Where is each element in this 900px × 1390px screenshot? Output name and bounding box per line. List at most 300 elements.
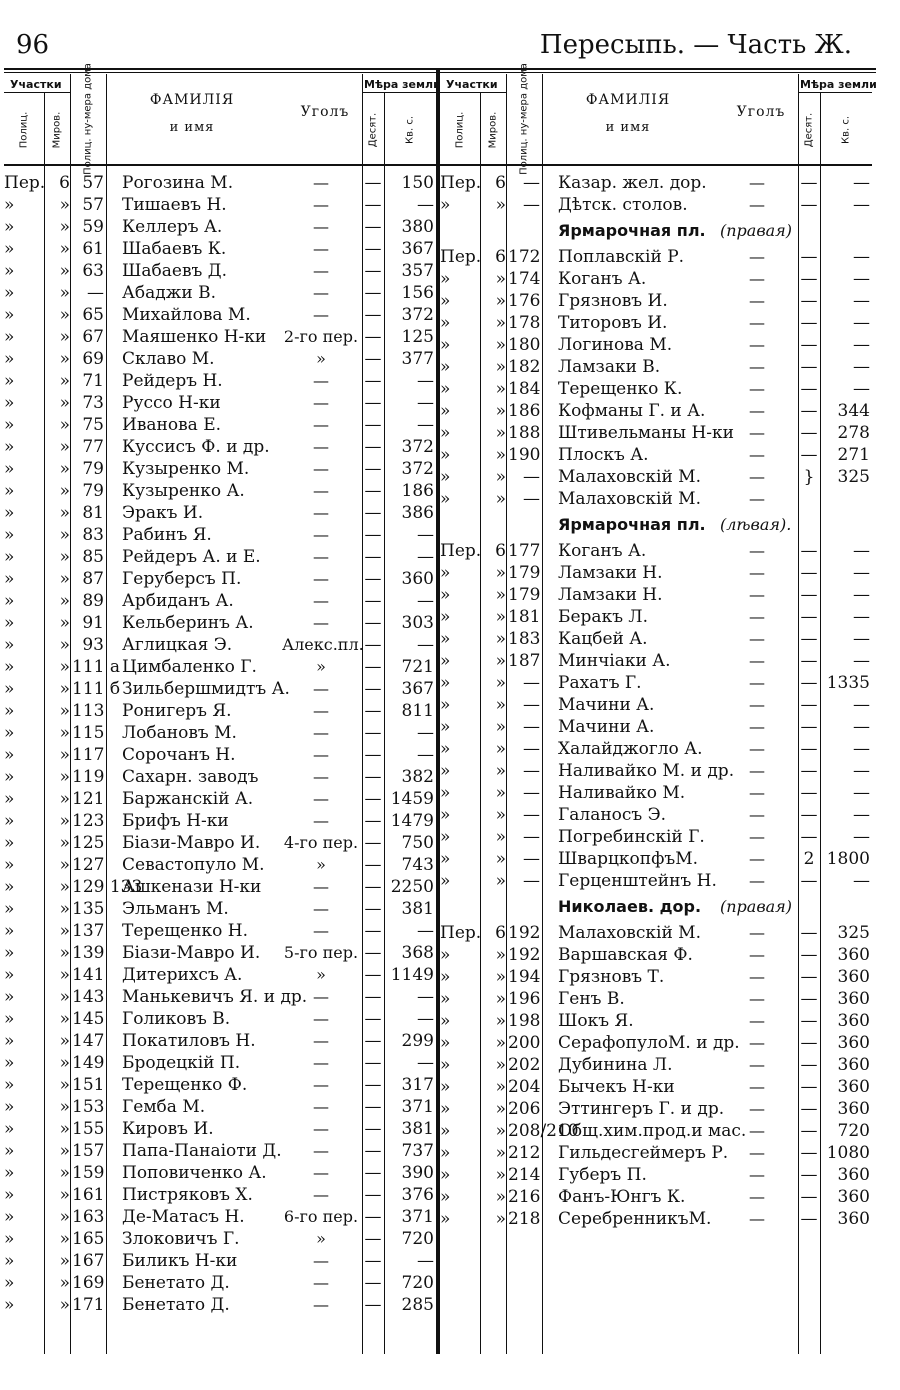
table-row <box>4 194 436 216</box>
area-cell: 1335 <box>826 673 870 693</box>
header-kv: Кв. с. <box>840 115 852 145</box>
corner-cell: — <box>313 437 329 456</box>
corner-cell: — <box>749 629 765 648</box>
desyat-cell: — <box>800 585 818 605</box>
table-row <box>440 1076 872 1098</box>
corner-cell: — <box>749 335 765 354</box>
mirov-cell: » <box>59 657 70 677</box>
area-cell: 360 <box>837 1077 870 1097</box>
owner-name: Губеръ П. <box>558 1165 647 1185</box>
area-cell: — <box>417 745 434 765</box>
table-row <box>4 612 436 634</box>
corner-cell: — <box>313 415 329 434</box>
desyat-cell: — <box>364 833 382 853</box>
polits-cell: » <box>4 1273 15 1293</box>
house-number: 67 <box>82 327 104 347</box>
mirov-cell: » <box>59 1251 70 1271</box>
owner-name: Мачини А. <box>558 695 655 715</box>
mirov-cell: » <box>59 503 70 523</box>
house-number: 196 <box>508 989 541 1009</box>
house-number: — <box>523 673 540 693</box>
desyat-cell: — <box>800 651 818 671</box>
corner-cell: — <box>749 585 765 604</box>
right-table <box>440 63 877 1354</box>
mirov-cell: » <box>59 635 70 655</box>
area-cell: 360 <box>837 967 870 987</box>
header-mirov: Миров. <box>487 111 499 149</box>
desyat-cell: — <box>800 313 818 333</box>
mirov-cell: » <box>59 723 70 743</box>
owner-name: Маяшенко Н-ки <box>122 327 267 347</box>
table-row <box>4 1118 436 1140</box>
polits-cell: » <box>4 459 15 479</box>
corner-cell: — <box>749 805 765 824</box>
area-cell: 360 <box>837 1055 870 1075</box>
area-cell: — <box>853 379 870 399</box>
owner-name: Геруберсъ П. <box>122 569 242 589</box>
house-number: 145 <box>72 1009 105 1029</box>
desyat-cell: — <box>364 811 382 831</box>
mirov-cell: » <box>495 1033 506 1053</box>
mirov-cell: » <box>495 423 506 443</box>
house-number: — <box>523 871 540 891</box>
area-cell: — <box>853 541 870 561</box>
area-cell: 360 <box>401 569 434 589</box>
table-row <box>440 356 872 378</box>
corner-cell: » <box>316 1229 326 1248</box>
owner-name: ШварцкопфъМ. <box>558 849 699 869</box>
mirov-cell: » <box>59 789 70 809</box>
table-row <box>4 1162 436 1184</box>
owner-name: Сахарн. заводъ <box>122 767 259 787</box>
desyat-cell: — <box>800 695 818 715</box>
owner-name: Плоскъ А. <box>558 445 649 465</box>
mirov-cell: » <box>495 739 506 759</box>
polits-cell: » <box>440 195 451 215</box>
table-row <box>4 678 436 700</box>
polits-cell: » <box>4 1295 15 1315</box>
table-row <box>4 1294 436 1316</box>
house-number: — <box>523 695 540 715</box>
polits-cell: Пер. <box>440 923 482 943</box>
mirov-cell: » <box>495 585 506 605</box>
desyat-cell: — <box>800 291 818 311</box>
owner-name: Кировъ И. <box>122 1119 214 1139</box>
polits-cell: » <box>4 371 15 391</box>
area-cell: 357 <box>401 261 434 281</box>
mirov-cell: » <box>59 371 70 391</box>
desyat-cell: — <box>800 1033 818 1053</box>
area-cell: — <box>853 695 870 715</box>
area-cell: 720 <box>837 1121 870 1141</box>
house-number: 153 <box>72 1097 105 1117</box>
owner-name: Беракъ Л. <box>558 607 649 627</box>
polits-cell: » <box>4 305 15 325</box>
table-row <box>440 782 872 804</box>
house-number: — <box>523 761 540 781</box>
mirov-cell: » <box>59 591 70 611</box>
header-mirov: Миров. <box>51 111 63 149</box>
mirov-cell: » <box>59 547 70 567</box>
owner-name: Рабинъ Я. <box>122 525 212 545</box>
house-number: 167 <box>72 1251 105 1271</box>
corner-cell: — <box>749 313 765 332</box>
house-number: 63 <box>82 261 104 281</box>
house-number: 147 <box>72 1031 105 1051</box>
header-uchastki: Участки <box>10 78 62 91</box>
polits-cell: » <box>4 657 15 677</box>
desyat-cell: — <box>364 525 382 545</box>
desyat-cell: — <box>364 371 382 391</box>
house-number: 115 <box>72 723 105 743</box>
polits-cell: » <box>4 1097 15 1117</box>
corner-cell: — <box>749 379 765 398</box>
corner-cell: — <box>313 723 329 742</box>
desyat-cell: — <box>364 1251 382 1271</box>
house-number: 71 <box>82 371 104 391</box>
mirov-cell: » <box>495 401 506 421</box>
area-cell: 743 <box>401 855 434 875</box>
polits-cell: » <box>4 921 15 941</box>
section-title: Ярмарочная пл. <box>558 221 706 240</box>
mirov-cell: » <box>495 1209 506 1229</box>
polits-cell: » <box>4 1009 15 1029</box>
area-cell: 156 <box>401 283 434 303</box>
corner-cell: 2-го пер. <box>283 327 359 346</box>
table-row <box>440 584 872 606</box>
area-cell: 2250 <box>390 877 434 897</box>
mirov-cell: » <box>59 987 70 1007</box>
table-row <box>4 260 436 282</box>
table-row <box>440 194 872 216</box>
owner-name: Ламзаки Н. <box>558 585 663 605</box>
corner-cell: — <box>749 173 765 192</box>
owner-name: Ламзаки В. <box>558 357 661 377</box>
house-number: 178 <box>508 313 541 333</box>
corner-cell: — <box>313 283 329 302</box>
mirov-cell: » <box>59 833 70 853</box>
house-number: — <box>523 849 540 869</box>
table-row <box>4 898 436 920</box>
desyat-cell: — <box>364 173 382 193</box>
polits-cell: » <box>4 415 15 435</box>
area-cell: 811 <box>401 701 434 721</box>
desyat-cell: — <box>364 745 382 765</box>
polits-cell: » <box>4 1031 15 1051</box>
house-number: 177 <box>508 541 541 561</box>
polits-cell: » <box>440 1077 451 1097</box>
mirov-cell: » <box>59 921 70 941</box>
polits-cell: » <box>440 269 451 289</box>
table-row <box>4 1052 436 1074</box>
owner-name: Терещенко Н. <box>122 921 249 941</box>
mirov-cell: » <box>59 415 70 435</box>
house-number: 77 <box>82 437 104 457</box>
polits-cell: » <box>440 761 451 781</box>
area-cell: — <box>853 173 870 193</box>
header-desyat: Десят. <box>803 112 815 148</box>
mirov-cell: » <box>59 481 70 501</box>
corner-cell: — <box>749 739 765 758</box>
mirov-cell: » <box>59 393 70 413</box>
owner-name: Рейдеръ Н. <box>122 371 223 391</box>
area-cell: 720 <box>401 1273 434 1293</box>
corner-cell: — <box>313 481 329 500</box>
table-row <box>440 1186 872 1208</box>
owner-name: Погребинскій Г. <box>558 827 705 847</box>
polits-cell: » <box>4 239 15 259</box>
table-row <box>4 370 436 392</box>
owner-name: Варшавская Ф. <box>558 945 693 965</box>
house-number: 212 <box>508 1143 541 1163</box>
corner-cell: — <box>749 1055 765 1074</box>
table-row <box>4 1184 436 1206</box>
corner-cell: — <box>749 945 765 964</box>
polits-cell: » <box>440 673 451 693</box>
mirov-cell: » <box>495 945 506 965</box>
mirov-cell: 6 <box>495 541 506 561</box>
area-cell: 368 <box>401 943 434 963</box>
area-cell: — <box>853 651 870 671</box>
desyat-cell: — <box>800 739 818 759</box>
table-header <box>4 63 441 175</box>
desyat-cell: — <box>800 247 818 267</box>
polits-cell: » <box>4 437 15 457</box>
mirov-cell: » <box>59 525 70 545</box>
section-heading <box>440 510 872 540</box>
owner-name: СеребренникъМ. <box>558 1209 712 1229</box>
polits-cell: » <box>440 379 451 399</box>
desyat-cell: — <box>364 657 382 677</box>
table-row <box>4 1008 436 1030</box>
owner-name: Штивельманы Н-ки <box>558 423 734 443</box>
corner-cell: — <box>313 1163 329 1182</box>
area-cell: 737 <box>401 1141 434 1161</box>
area-cell: 1149 <box>390 965 434 985</box>
mirov-cell: » <box>495 761 506 781</box>
owner-name: Келлеръ А. <box>122 217 223 237</box>
mirov-cell: » <box>59 239 70 259</box>
polits-cell: » <box>4 679 15 699</box>
desyat-cell: — <box>364 635 382 655</box>
polits-cell: » <box>4 503 15 523</box>
header-pol-nomer: Полиц. ну-мера дома <box>518 63 530 175</box>
polits-cell: » <box>4 481 15 501</box>
area-cell: 278 <box>837 423 870 443</box>
polits-cell: » <box>4 547 15 567</box>
mirov-cell: » <box>59 701 70 721</box>
desyat-cell: — <box>800 1209 818 1229</box>
corner-cell: — <box>313 459 329 478</box>
house-number: 179 <box>508 563 541 583</box>
corner-cell: — <box>749 1099 765 1118</box>
polits-cell: » <box>4 1229 15 1249</box>
area-cell: 299 <box>401 1031 434 1051</box>
house-number: 91 <box>82 613 104 633</box>
polits-cell: » <box>440 467 451 487</box>
page-number: 96 <box>16 30 50 60</box>
area-cell: 186 <box>401 481 434 501</box>
house-number: 204 <box>508 1077 541 1097</box>
owner-name: Халайджогло А. <box>558 739 703 759</box>
area-cell: 380 <box>401 217 434 237</box>
table-row <box>4 964 436 986</box>
house-number: 216 <box>508 1187 541 1207</box>
polits-cell: » <box>440 1121 451 1141</box>
house-number: — <box>523 827 540 847</box>
polits-cell: Пер. <box>440 247 482 267</box>
mirov-cell: » <box>59 679 70 699</box>
house-number: 79 <box>82 481 104 501</box>
desyat-cell: — <box>364 503 382 523</box>
desyat-cell: — <box>364 1053 382 1073</box>
table-row <box>4 172 436 194</box>
owner-name: Гильдесгеймеръ Р. <box>558 1143 729 1163</box>
house-number: 137 <box>72 921 105 941</box>
table-row <box>440 1142 872 1164</box>
table-row <box>440 290 872 312</box>
mirov-cell: » <box>59 195 70 215</box>
table-row <box>440 1164 872 1186</box>
table-row <box>4 348 436 370</box>
polits-cell: » <box>440 1143 451 1163</box>
owner-name: Ронигеръ Я. <box>122 701 232 721</box>
mirov-cell: » <box>495 673 506 693</box>
desyat-cell: — <box>800 335 818 355</box>
desyat-cell: — <box>800 357 818 377</box>
house-number: 65 <box>82 305 104 325</box>
area-cell: 303 <box>401 613 434 633</box>
polits-cell: » <box>4 767 15 787</box>
header-desyat: Десят. <box>367 112 379 148</box>
corner-cell: — <box>313 613 329 632</box>
owner-name: Зильбершмидтъ А. <box>122 679 290 699</box>
mirov-cell: » <box>59 1097 70 1117</box>
owner-name: Дубинина Л. <box>558 1055 673 1075</box>
house-number: 186 <box>508 401 541 421</box>
mirov-cell: » <box>59 569 70 589</box>
polits-cell: » <box>4 1185 15 1205</box>
area-cell: — <box>417 371 434 391</box>
owner-name: Минчіаки А. <box>558 651 671 671</box>
house-number: 183 <box>508 629 541 649</box>
corner-cell: — <box>749 849 765 868</box>
polits-cell: » <box>440 945 451 965</box>
desyat-cell: — <box>364 1295 382 1315</box>
table-row <box>440 966 872 988</box>
desyat-cell: — <box>800 1011 818 1031</box>
mirov-cell: » <box>495 695 506 715</box>
table-row <box>4 502 436 524</box>
header-i-imya: и имя <box>169 120 215 135</box>
owner-name: Поплавскій Р. <box>558 247 685 267</box>
polits-cell: » <box>440 827 451 847</box>
polits-cell: » <box>440 629 451 649</box>
table-row <box>4 700 436 722</box>
corner-cell: — <box>313 1031 329 1050</box>
mirov-cell: » <box>59 349 70 369</box>
table-row <box>4 876 436 898</box>
table-row <box>440 422 872 444</box>
table-row <box>4 810 436 832</box>
desyat-cell: — <box>364 437 382 457</box>
mirov-cell: » <box>59 1119 70 1139</box>
corner-cell: — <box>749 695 765 714</box>
mirov-cell: » <box>59 965 70 985</box>
area-cell: — <box>417 1251 434 1271</box>
area-cell: — <box>417 393 434 413</box>
polits-cell: » <box>4 327 15 347</box>
owner-name: Эттингеръ Г. и др. <box>558 1099 725 1119</box>
owner-name: Пистряковъ Х. <box>122 1185 253 1205</box>
owner-name: Куссисъ Ф. и др. <box>122 437 270 457</box>
owner-name: Мачини А. <box>558 717 655 737</box>
desyat-cell: — <box>364 987 382 1007</box>
corner-cell: — <box>749 1209 765 1228</box>
owner-name: Лобановъ М. <box>122 723 237 743</box>
area-cell: 1800 <box>826 849 870 869</box>
polits-cell: » <box>4 723 15 743</box>
table-row <box>4 282 436 304</box>
desyat-cell: — <box>364 1273 382 1293</box>
owner-name: Ашкенази Н-ки <box>122 877 262 897</box>
desyat-cell: — <box>364 195 382 215</box>
corner-cell: — <box>313 1251 329 1270</box>
corner-cell: — <box>313 525 329 544</box>
mirov-cell: » <box>59 1207 70 1227</box>
owner-name: Казар. жел. дор. <box>558 173 707 193</box>
top-rule-thin <box>4 72 876 73</box>
mirov-cell: » <box>59 899 70 919</box>
house-number: — <box>523 805 540 825</box>
corner-cell: — <box>313 569 329 588</box>
header-polits: Полиц. <box>454 111 466 149</box>
mirov-cell: » <box>59 1141 70 1161</box>
house-number: 192 <box>508 923 541 943</box>
corner-cell: — <box>749 1165 765 1184</box>
table-row <box>4 238 436 260</box>
mirov-cell: » <box>59 1031 70 1051</box>
desyat-cell: — <box>364 1009 382 1029</box>
table-row <box>4 392 436 414</box>
corner-cell: — <box>749 783 765 802</box>
desyat-cell: — <box>800 269 818 289</box>
desyat-cell: — <box>364 877 382 897</box>
desyat-cell: — <box>800 1165 818 1185</box>
corner-cell: — <box>749 357 765 376</box>
polits-cell: » <box>4 569 15 589</box>
table-row <box>4 1096 436 1118</box>
left-rows <box>4 172 436 1316</box>
house-number: 135 <box>72 899 105 919</box>
corner-cell: — <box>749 269 765 288</box>
table-row <box>4 1228 436 1250</box>
house-number: 184 <box>508 379 541 399</box>
house-number: 75 <box>82 415 104 435</box>
owner-name: Биликъ Н-ки <box>122 1251 238 1271</box>
desyat-cell: } <box>803 467 815 487</box>
owner-name: Тишаевъ Н. <box>122 195 227 215</box>
mirov-cell: » <box>59 877 70 897</box>
polits-cell: » <box>4 1251 15 1271</box>
table-row <box>4 326 436 348</box>
area-cell: — <box>417 635 434 655</box>
desyat-cell: — <box>364 855 382 875</box>
mirov-cell: » <box>495 313 506 333</box>
polits-cell: » <box>4 635 15 655</box>
mirov-cell: » <box>495 1143 506 1163</box>
owner-name: Коганъ А. <box>558 269 647 289</box>
